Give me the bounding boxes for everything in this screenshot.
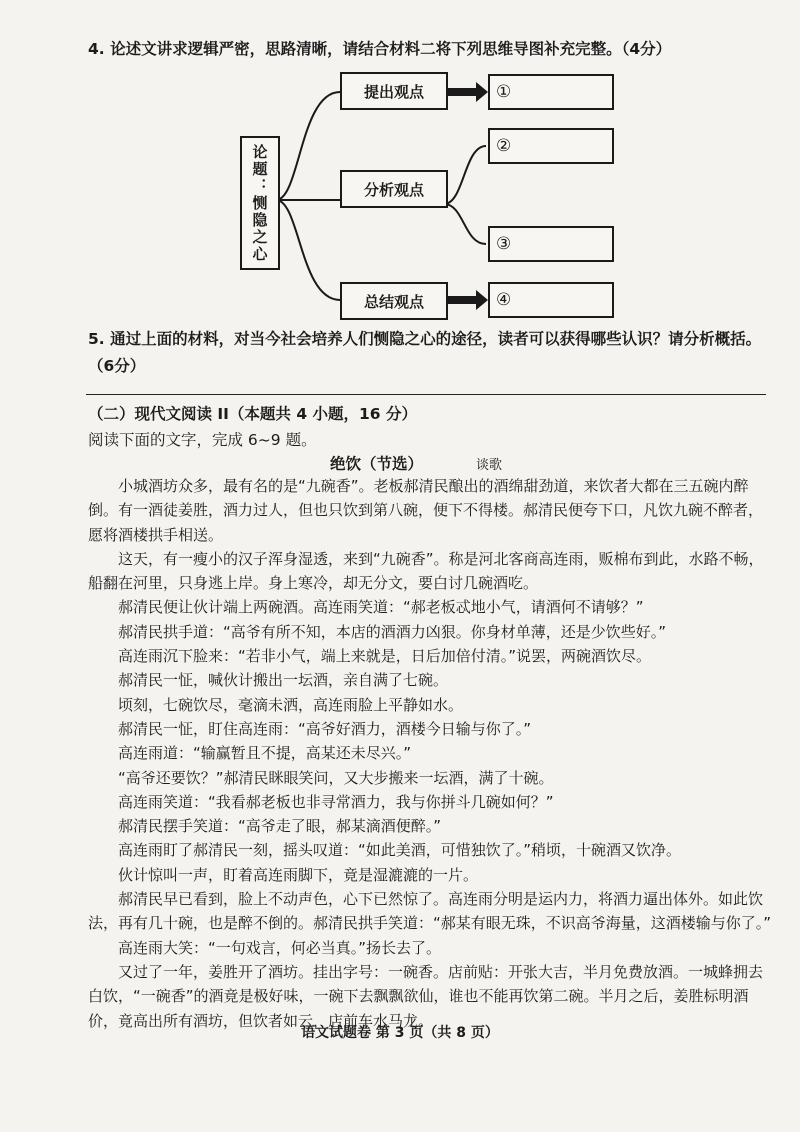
page-footer: 语文试题卷 第 3 页（共 8 页） (301, 1025, 499, 1041)
answer-box-3: ③ (488, 226, 614, 262)
paragraph: 小城酒坊众多，最有名的是“九碗香”。老板郝清民酿出的酒绵甜劲道，来饮者大都在三五碗内醉倒。有一酒徒姜胜，酒力过人，但也只饮到第八碗，便下不得楼。郝清民便夸下口，凡饮九碗不醉者，愿将酒楼拱手相送。 (88, 477, 764, 544)
paragraph: 郝清民一怔，喊伙计搬出一坛酒，亲自满了七碗。 (118, 671, 449, 690)
paragraph: 高连雨盯了郝清民一刻，摇头叹道：“如此美酒，可惜独饮了。”稍顷，十碗酒又饮净。 (118, 841, 682, 860)
story-title: 绝饮（节选） (330, 455, 424, 473)
answer-box-4: ④ (488, 282, 614, 318)
story-author: 谈歌 (476, 458, 503, 473)
section-instruction: 阅读下面的文字，完成 6~9 题。 (88, 431, 317, 449)
question-4: 4. 论述文讲求逻辑严密，思路清晰，请结合材料二将下列思维导图补充完整。（4分） (88, 40, 672, 58)
paragraph: 高连雨笑道：“我看郝老板也非寻常酒力，我与你拼斗几碗如何？” (118, 792, 554, 811)
mindmap-node-propose: 提出观点 (340, 72, 448, 110)
answer-box-1: ① (488, 74, 614, 110)
section-heading: （二）现代文阅读 II（本题共 4 小题，16 分） (88, 405, 417, 423)
paragraph: 高连雨沉下脸来：“若非小气，端上来就是，日后加倍付清。”说罢，两碗酒饮尽。 (118, 647, 652, 666)
paragraph: 顷刻，七碗饮尽，毫滴未洒，高连雨脸上平静如水。 (118, 695, 464, 714)
question-5: 5. 通过上面的材料，对当今社会培养人们恻隐之心的途径，读者可以获得哪些认识？请分析概括。（6分） (88, 330, 762, 375)
mindmap-node-conclude: 总结观点 (340, 282, 448, 320)
mindmap-node-analyze: 分析观点 (340, 170, 448, 208)
paragraph: 又过了一年，姜胜开了酒坊。挂出字号：一碗香。店前贴：开张大吉，半月免费放酒。一城蜂拥去白饮，“一碗香”的酒竟是极好味，一碗下去飘飘欲仙，谁也不能再饮第二碗。半月之后，姜胜标明酒价，竟高出所有酒坊，但饮者如云，店前车水马龙。 (88, 962, 764, 1030)
section-divider (86, 394, 766, 395)
paragraph: 高连雨大笑：“一句戏言，何必当真。”扬长去了。 (118, 938, 442, 957)
paragraph: 郝清民一怔，盯住高连雨：“高爷好酒力，酒楼今日输与你了。” (118, 719, 532, 738)
paragraph: 伙计惊叫一声，盯着高连雨脚下，竟是湿漉漉的一片。 (118, 865, 479, 884)
paragraph: 郝清民拱手道：“高爷有所不知，本店的酒酒力凶狠。你身材单薄，还是少饮些好。” (118, 622, 667, 641)
story-body (88, 474, 772, 1033)
paragraph: 高连雨道：“输赢暂且不提，高某还未尽兴。” (118, 744, 412, 763)
paragraph: 郝清民早已看到，脸上不动声色，心下已然惊了。高连雨分明是运内力，将酒力逼出体外。如此饮法，再有几十碗，也是醉不倒的。郝清民拱手笑道：“郝某有眼无珠，不识高爷海量，这酒楼输与你了。” (88, 890, 772, 933)
paragraph: 这天，有一瘦小的汉子浑身湿透，来到“九碗香”。称是河北客商高连雨，贩棉布到此，水路不畅，船翻在河里，只身逃上岸。身上寒冷，却无分文，要白讨几碗酒吃。 (88, 549, 764, 593)
mindmap-topic: 论题：恻隐之心 (240, 136, 280, 270)
paragraph: 郝清民便让伙计端上两碗酒。高连雨笑道：“郝老板忒地小气，请酒何不请够？” (118, 598, 644, 617)
paragraph: “高爷还要饮？”郝清民眯眼笑问，又大步搬来一坛酒，满了十碗。 (118, 768, 554, 787)
paragraph: 郝清民摆手笑道：“高爷走了眼，郝某滴酒便醉。” (118, 817, 442, 836)
answer-box-2: ② (488, 128, 614, 164)
